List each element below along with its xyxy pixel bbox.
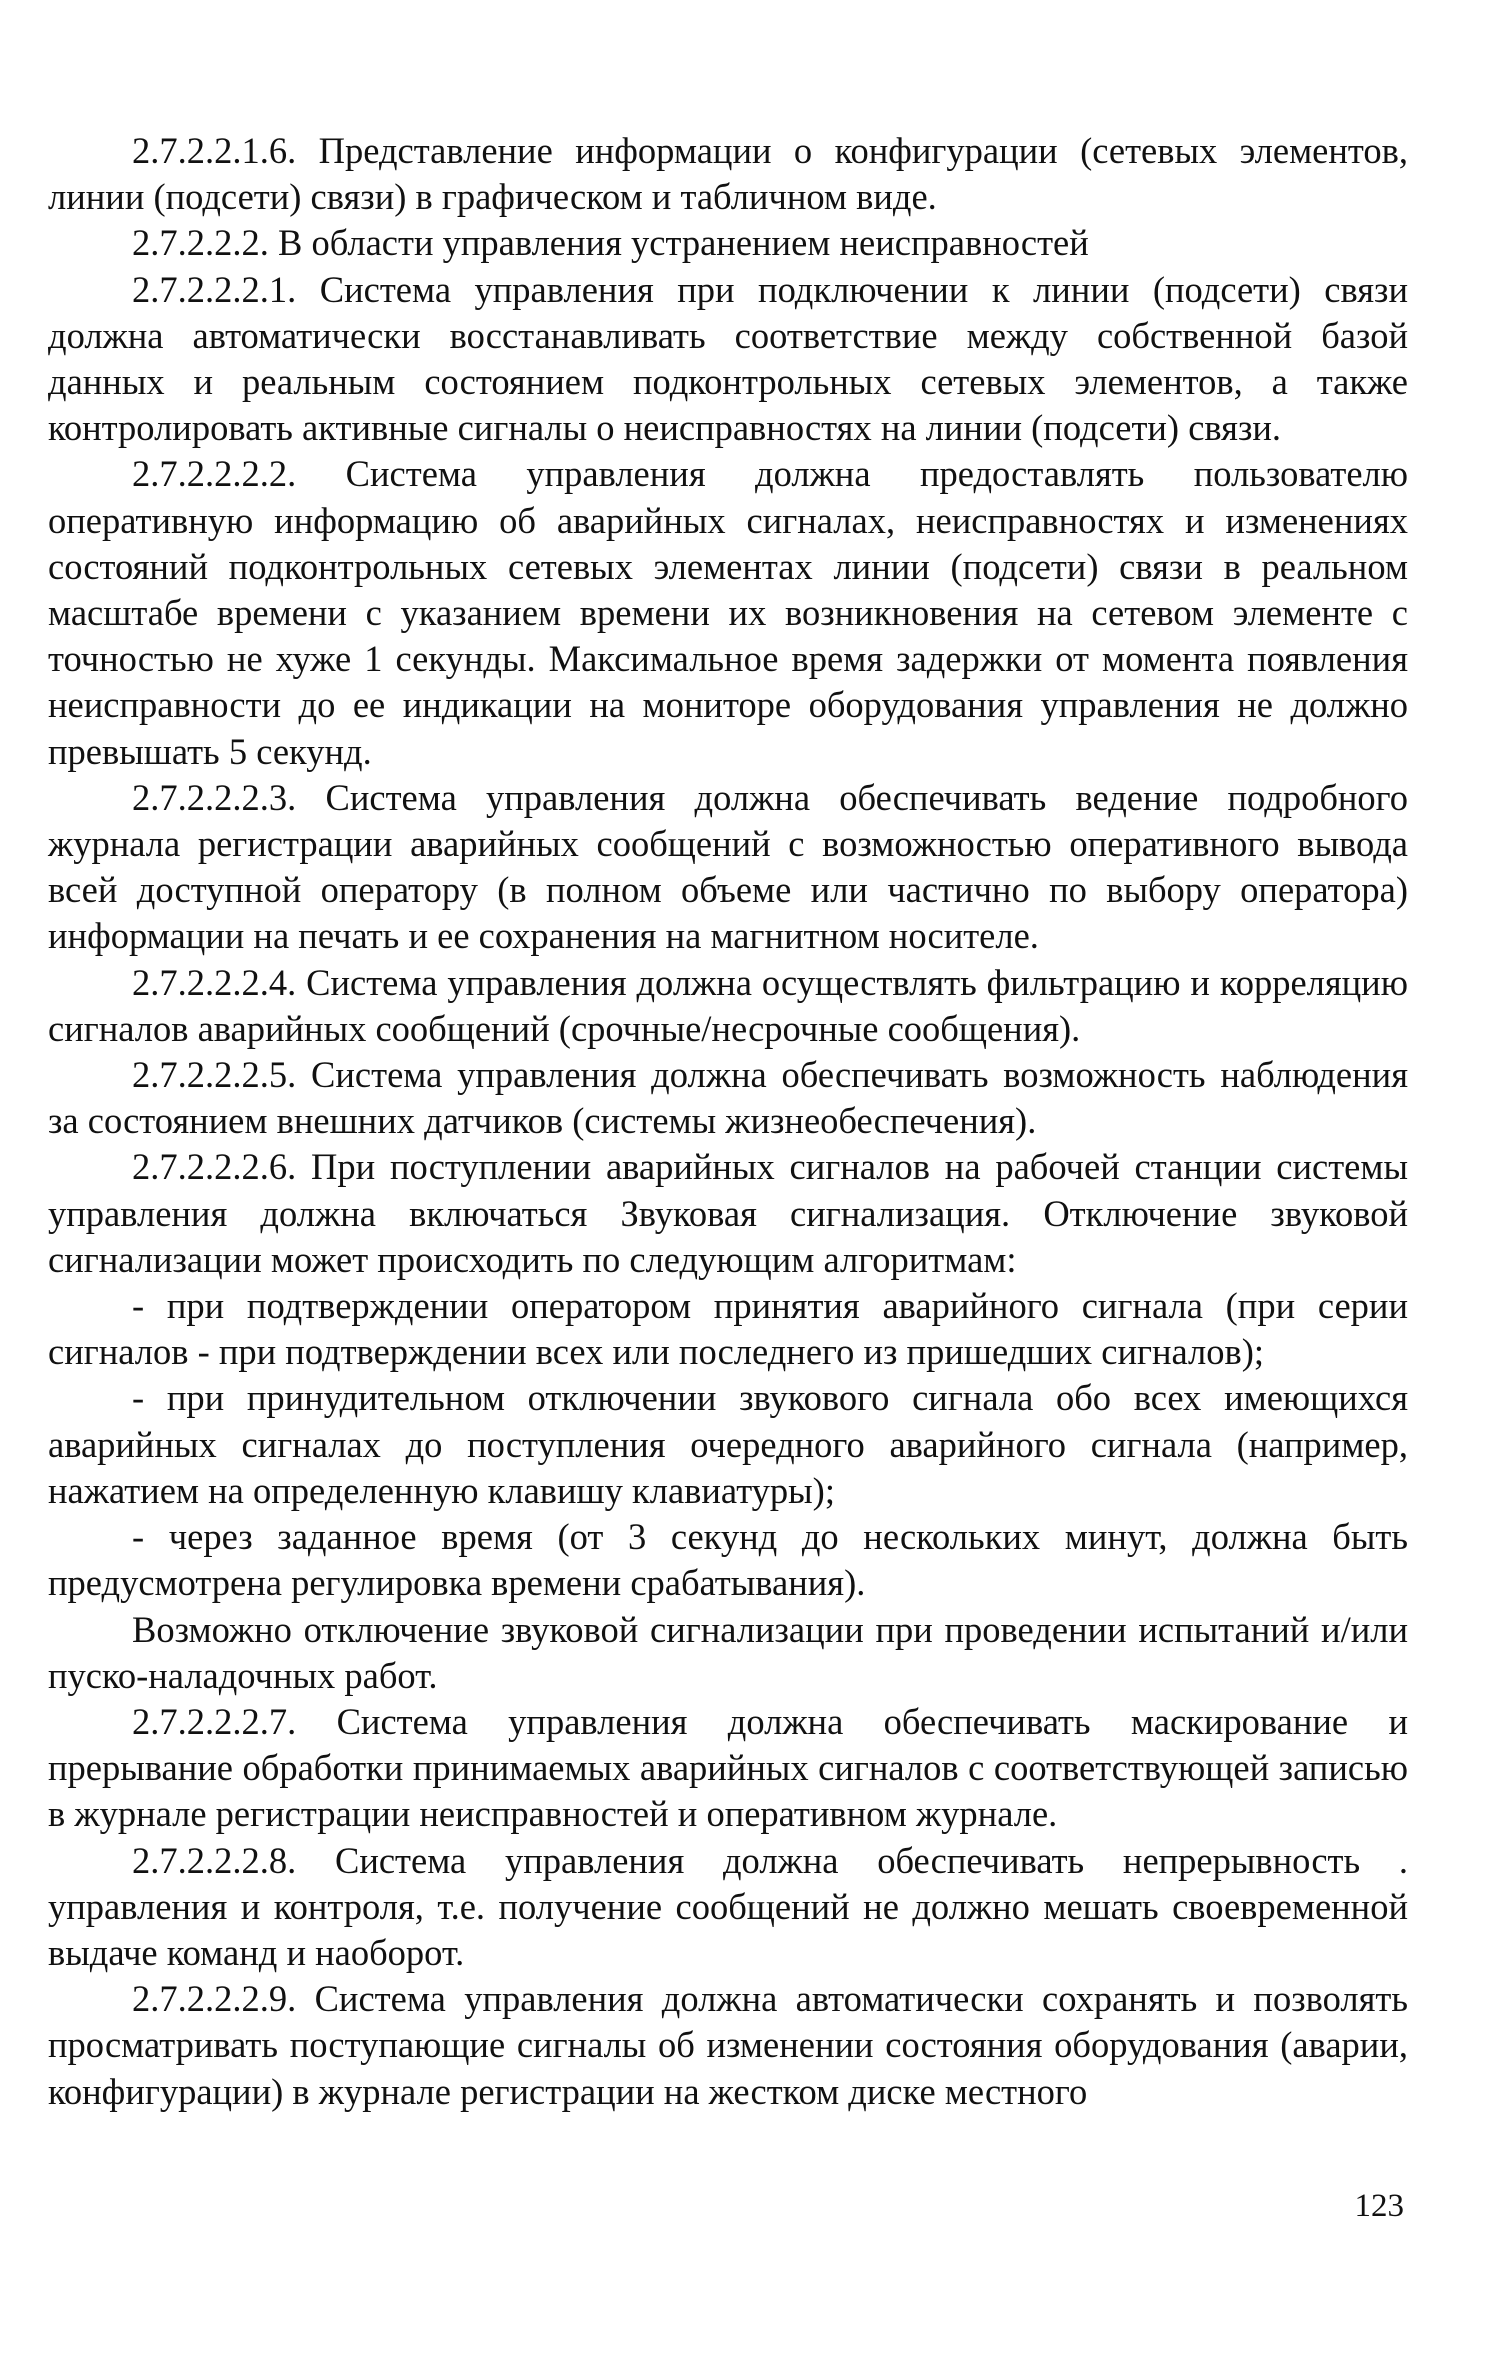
- paragraph-testing-note: Возможно отключение звуковой сигнализации при проведении испытаний и/или пуско-наладочных работ.: [48, 1608, 1408, 1696]
- paragraph-2-7-2-2-2-1: 2.7.2.2.2.1. Система управления при подключении к линии (подсети) связи должна автоматически восстанавливать соответствие между собственной базой данных и реальным состоянием подконтрольных сетевых элементов, а также контролировать активные сигналы о неисправностях на линии (подсети) связи.: [48, 268, 1408, 449]
- document-body: [48, 128, 1408, 2115]
- paragraph-2-7-2-2-2-9: 2.7.2.2.2.9. Система управления должна автоматически сохранять и позволять просматривать поступающие сигналы об изменении состояния оборудования (аварии, конфигурации) в журнале регистрации на жестком диске местного: [48, 1978, 1408, 2112]
- paragraph-2-7-2-2-2-8: 2.7.2.2.2.8. Система управления должна обеспечивать непрерывность . управления и контроля, т.е. получение сообщений не должно мешать своевременной выдаче команд и наоборот.: [48, 1839, 1408, 1973]
- list-item-alarm-ack: - при подтверждении оператором принятия аварийного сигнала (при серии сигналов - при подтверждении всех или последнего из пришедших сигналов);: [48, 1285, 1408, 1373]
- list-item-forced-off: - при принудительном отключении звукового сигнала обо всех имеющихся аварийных сигналах до поступления очередного аварийного сигнала (например, нажатием на определенную клавишу клавиатуры);: [48, 1377, 1408, 1511]
- page-number: 123: [1354, 2188, 1404, 2224]
- list-item-timeout: - через заданное время (от 3 секунд до нескольких минут, должна быть предусмотрена регулировка времени срабатывания).: [48, 1516, 1408, 1604]
- paragraph-2-7-2-2-1-6: 2.7.2.2.1.6. Представление информации о конфигурации (сетевых элементов, линии (подсети) связи) в графическом и табличном виде.: [48, 130, 1408, 218]
- paragraph-2-7-2-2-2-2: 2.7.2.2.2.2. Система управления должна предоставлять пользователю оперативную информацию об аварийных сигналах, неисправностях и изменениях состояний подконтрольных сетевых элементах линии (подсети) связи в реальном масштабе времени с указанием времени их возникновения на сетевом элементе с точностью не хуже 1 секунды. Максимальное время задержки от момента появления неисправности до ее индикации на мониторе оборудования управления не должно превышать 5 секунд.: [48, 453, 1408, 772]
- paragraph-2-7-2-2-2-6: 2.7.2.2.2.6. При поступлении аварийных сигналов на рабочей станции системы управления должна включаться Звуковая сигнализация. Отключение звуковой сигнализации может происходить по следующим алгоритмам:: [48, 1146, 1408, 1280]
- paragraph-2-7-2-2-2-3: 2.7.2.2.2.3. Система управления должна обеспечивать ведение подробного журнала регистрации аварийных сообщений с возможностью оперативного вывода всей доступной оператору (в полном объеме или частично по выбору оператора) информации на печать и ее сохранения на магнитном носителе.: [48, 776, 1408, 957]
- paragraph-2-7-2-2-2: 2.7.2.2.2. В области управления устранением неисправностей: [132, 222, 1089, 264]
- paragraph-2-7-2-2-2-5: 2.7.2.2.2.5. Система управления должна обеспечивать возможность наблюдения за состоянием внешних датчиков (системы жизнеобеспечения).: [48, 1054, 1408, 1142]
- paragraph-2-7-2-2-2-7: 2.7.2.2.2.7. Система управления должна обеспечивать маскирование и прерывание обработки принимаемых аварийных сигналов с соответствующей записью в журнале регистрации неисправностей и оперативном журнале.: [48, 1700, 1408, 1835]
- paragraph-2-7-2-2-2-4: 2.7.2.2.2.4. Система управления должна осуществлять фильтрацию и корреляцию сигналов аварийных сообщений (срочные/несрочные сообщения).: [48, 961, 1408, 1049]
